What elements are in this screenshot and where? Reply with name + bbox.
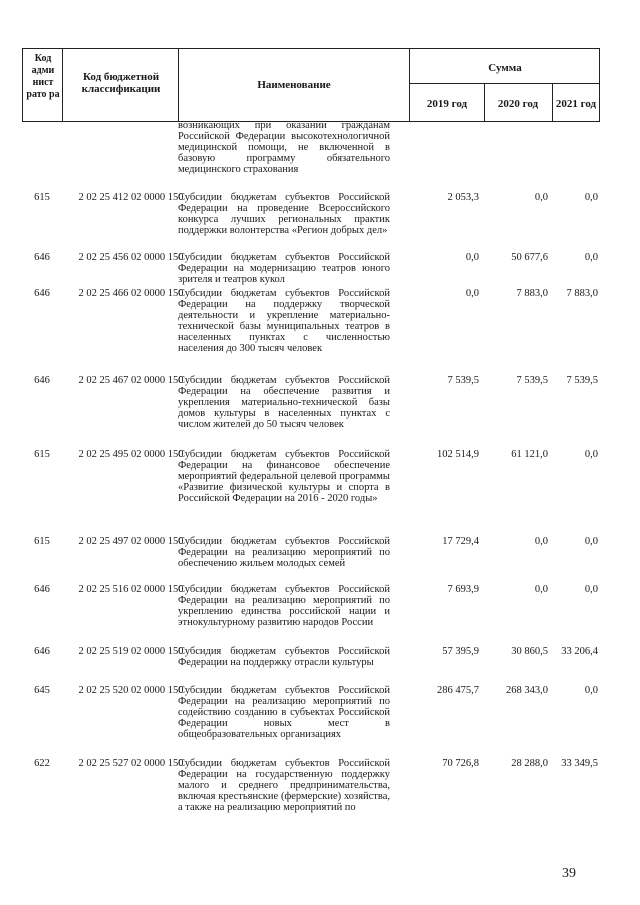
- row-value-2019: 7 539,5: [447, 375, 479, 386]
- row-budget-code: 2 02 25 520 02 0000 150: [78, 685, 184, 696]
- header-border-left: [22, 49, 23, 121]
- row-value-2019: 102 514,9: [437, 449, 479, 460]
- table-header: [22, 48, 600, 122]
- row-admin-code: 646: [34, 584, 50, 595]
- row-value-2021: 7 883,0: [566, 288, 598, 299]
- row-value-2021: 0,0: [584, 192, 598, 203]
- row-name: Субсидии бюджетам субъектов Российской Федерации на проведение Всероссийского конкурса лучших региональных практик поддержки волонтерства «Регион добрых дел»: [178, 192, 390, 236]
- row-value-2021: 33 349,5: [561, 758, 598, 769]
- row-admin-code: 615: [34, 449, 50, 460]
- row-admin-code: 615: [34, 536, 50, 547]
- row-admin-code: 646: [34, 375, 50, 386]
- row-budget-code: 2 02 25 516 02 0000 150: [78, 584, 184, 595]
- row-value-2021: 0,0: [584, 449, 598, 460]
- row-admin-code: 646: [34, 288, 50, 299]
- row-value-2021: 0,0: [584, 685, 598, 696]
- header-divider: [62, 49, 63, 121]
- row-value-2020: 7 539,5: [516, 375, 548, 386]
- row-value-2019: 0,0: [465, 252, 479, 263]
- page-number: 39: [562, 866, 576, 881]
- row-name: Субсидии бюджетам субъектов Российской Федерации на обеспечение развития и укрепления материально-технической базы домов культуры в населенных пунктах с числом жителей до 50 тысяч человек: [178, 375, 390, 430]
- row-value-2021: 0,0: [584, 536, 598, 547]
- row-value-2019: 2 053,3: [447, 192, 479, 203]
- row-admin-code: 615: [34, 192, 50, 203]
- row-budget-code: 2 02 25 456 02 0000 150: [78, 252, 184, 263]
- row-admin-code: 646: [34, 646, 50, 657]
- row-value-2020: 0,0: [534, 584, 548, 595]
- row-value-2020: 28 288,0: [511, 758, 548, 769]
- row-budget-code: 2 02 25 412 02 0000 150: [78, 192, 184, 203]
- row-value-2020: 0,0: [534, 192, 548, 203]
- row-admin-code: 645: [34, 685, 50, 696]
- row-value-2020: 61 121,0: [511, 449, 548, 460]
- header-year-2019: 2019 год: [426, 98, 468, 110]
- row-name: Субсидии бюджетам субъектов Российской Федерации на государственную поддержку малого и среднего предпринимательства, включая крестьянские (фермерские) хозяйства, а также на реализацию мероприятий по: [178, 758, 390, 813]
- row-value-2021: 7 539,5: [566, 375, 598, 386]
- row-value-2020: 268 343,0: [506, 685, 548, 696]
- header-sum: Сумма: [488, 62, 522, 74]
- row-budget-code: 2 02 25 497 02 0000 150: [78, 536, 184, 547]
- row-value-2021: 0,0: [584, 584, 598, 595]
- row-budget-code: 2 02 25 527 02 0000 150: [78, 758, 184, 769]
- row-value-2020: 50 677,6: [511, 252, 548, 263]
- header-sum-divider: [409, 83, 600, 84]
- row-admin-code: 646: [34, 252, 50, 263]
- row-value-2020: 7 883,0: [516, 288, 548, 299]
- row-budget-code: 2 02 25 519 02 0000 150: [78, 646, 184, 657]
- header-admin: Код адми нист рато ра: [26, 53, 60, 100]
- row-name: Субсидии бюджетам субъектов Российской Федерации на реализацию мероприятий по обеспечению жильем молодых семей: [178, 536, 390, 569]
- header-border-right: [599, 49, 600, 121]
- row-name: Субсидия бюджетам субъектов Российской Федерации на поддержку отрасли культуры: [178, 646, 390, 668]
- row-value-2019: 7 693,9: [447, 584, 479, 595]
- row-value-2019: 70 726,8: [442, 758, 479, 769]
- row-name: Субсидии бюджетам субъектов Российской Федерации на поддержку творческой деятельности и укрепление материально-технической базы муниципальных театров в населенных пунктах с численностью населения до 300 тысяч человек: [178, 288, 390, 354]
- header-code: Код бюджетной классификации: [81, 71, 161, 95]
- header-divider: [552, 83, 553, 121]
- header-divider: [178, 49, 179, 121]
- row-value-2019: 17 729,4: [442, 536, 479, 547]
- row-value-2019: 0,0: [465, 288, 479, 299]
- row-budget-code: 2 02 25 495 02 0000 150: [78, 449, 184, 460]
- header-year-2021: 2021 год: [555, 98, 597, 110]
- row-name: Субсидии бюджетам субъектов Российской Федерации на реализацию мероприятий по укреплению единства российской нации и этнокультурному развитию народов России: [178, 584, 390, 628]
- row-value-2019: 286 475,7: [437, 685, 479, 696]
- row-name: возникающих при оказании гражданам Российской Федерации высокотехнологичной медицинской помощи, не включенной в базовую программу обязательного медицинского страхования: [178, 120, 390, 175]
- header-divider: [484, 83, 485, 121]
- row-budget-code: 2 02 25 466 02 0000 150: [78, 288, 184, 299]
- header-name: Наименование: [257, 79, 331, 91]
- row-name: Субсидии бюджетам субъектов Российской Федерации на модернизацию театров юного зрителя и театров кукол: [178, 252, 390, 285]
- row-name: Субсидии бюджетам субъектов Российской Федерации на финансовое обеспечение мероприятий федеральной целевой программы «Развитие физической культуры и спорта в Российской Федерации на 2016 - 2020 годы»: [178, 449, 390, 504]
- row-value-2021: 0,0: [584, 252, 598, 263]
- header-year-2020: 2020 год: [497, 98, 539, 110]
- row-value-2019: 57 395,9: [442, 646, 479, 657]
- row-value-2021: 33 206,4: [561, 646, 598, 657]
- row-name: Субсидии бюджетам субъектов Российской Федерации на реализацию мероприятий по содействию созданию в субъектах Российской Федерации новых мест в общеобразовательных организациях: [178, 685, 390, 740]
- header-divider: [409, 49, 410, 121]
- row-budget-code: 2 02 25 467 02 0000 150: [78, 375, 184, 386]
- row-value-2020: 0,0: [534, 536, 548, 547]
- row-value-2020: 30 860,5: [511, 646, 548, 657]
- row-admin-code: 622: [34, 758, 50, 769]
